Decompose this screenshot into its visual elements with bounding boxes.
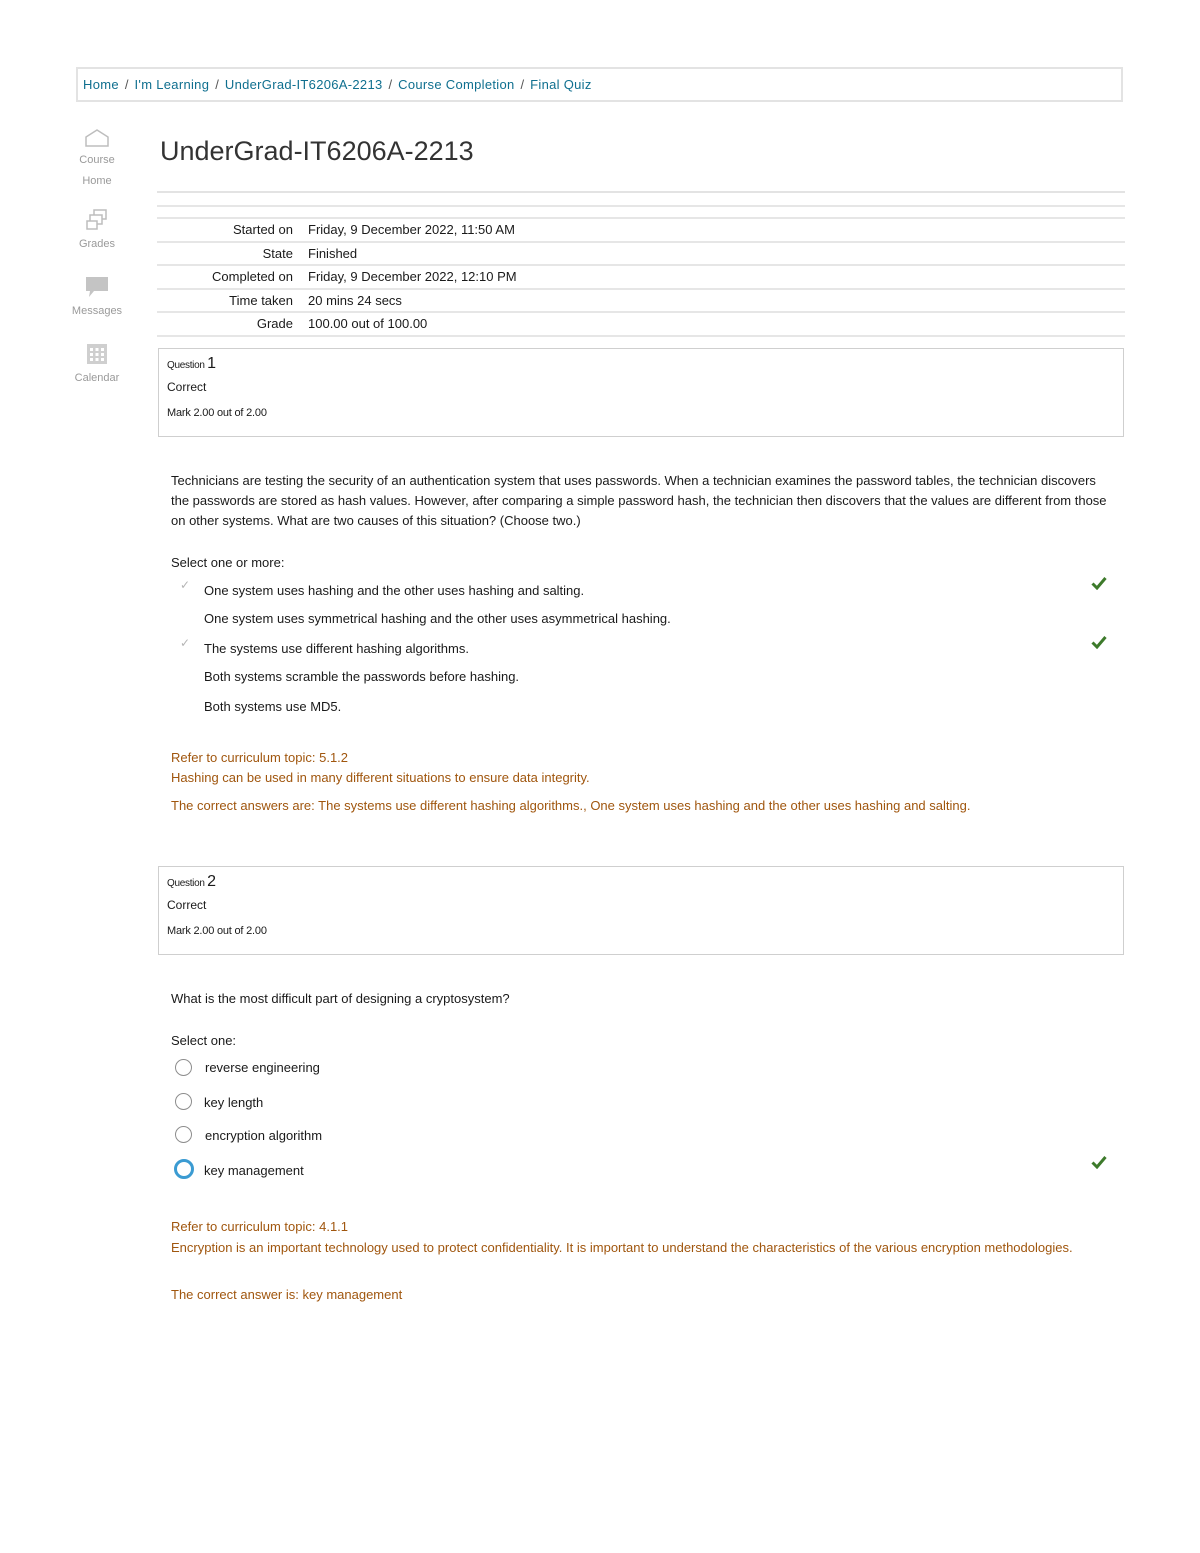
small-tick-icon: ✓ (180, 578, 191, 592)
sidebar-item-course-home[interactable] (64, 128, 130, 192)
breadcrumb-course-completion[interactable]: Course Completion (398, 77, 515, 92)
sidebar-label: Calendar (74, 372, 120, 384)
sidebar-label: Messages (71, 305, 123, 317)
question-1-info (158, 348, 1124, 437)
sidebar-item-messages[interactable] (64, 275, 130, 322)
house-icon (84, 128, 110, 148)
summary-value: 20 mins 24 secs (308, 292, 402, 308)
summary-value: Finished (308, 245, 358, 261)
table-row (157, 217, 1125, 241)
table-row (157, 288, 1125, 312)
breadcrumb-learning[interactable]: I'm Learning (134, 77, 210, 92)
attempt-summary-table (157, 205, 1125, 337)
question-label: Question (167, 360, 205, 371)
page-title: UnderGrad-IT6206A-2213 (160, 136, 474, 166)
question-mark: Mark 2.00 out of 2.00 (167, 407, 267, 419)
question-2-option[interactable]: encryption algorithm (205, 1128, 323, 1143)
question-1-option[interactable]: The systems use different hashing algorithms. (204, 641, 469, 656)
question-2-option[interactable]: key management (204, 1163, 304, 1178)
question-1-feedback-topic: Refer to curriculum topic: 5.1.2 (171, 750, 349, 765)
chat-bubble-icon (84, 275, 110, 299)
question-number (167, 873, 1115, 891)
question-2-option[interactable]: key length (204, 1095, 264, 1110)
divider (157, 191, 1125, 193)
summary-label: Grade (256, 316, 293, 332)
sidebar-label: Home (82, 175, 112, 187)
summary-label: Time taken (229, 292, 293, 308)
question-1-option[interactable]: One system uses symmetrical hashing and the other uses asymmetrical hashing. (204, 611, 671, 626)
question-2-info (158, 866, 1124, 955)
sidebar-label: Course (79, 154, 115, 166)
breadcrumb-final-quiz[interactable]: Final Quiz (530, 77, 592, 92)
breadcrumb-separator: / (215, 77, 219, 92)
sidebar-label: Grades (78, 238, 116, 250)
summary-label: Started on (233, 222, 293, 238)
table-row (157, 264, 1125, 288)
breadcrumb (76, 67, 1123, 102)
table-row (157, 205, 1125, 217)
check-icon (1091, 576, 1107, 590)
question-1-option[interactable]: One system uses hashing and the other uses hashing and salting. (204, 583, 585, 598)
question-2-text: What is the most difficult part of designing a cryptosystem? (171, 991, 510, 1006)
summary-value: 100.00 out of 100.00 (308, 316, 428, 332)
question-2-correct-answer: The correct answer is: key management (171, 1287, 403, 1302)
summary-label: State (262, 245, 293, 261)
summary-value: Friday, 9 December 2022, 11:50 AM (308, 222, 515, 238)
calendar-icon (85, 342, 109, 366)
question-status: Correct (167, 380, 207, 394)
breadcrumb-home[interactable]: Home (83, 77, 119, 92)
question-1-option[interactable]: Both systems use MD5. (204, 699, 342, 714)
radio-button[interactable] (175, 1126, 192, 1143)
radio-button[interactable] (175, 1093, 192, 1110)
table-row (157, 241, 1125, 265)
question-number-value: 1 (207, 355, 216, 372)
sidebar-item-calendar[interactable] (64, 342, 130, 389)
question-number-value: 2 (207, 873, 216, 890)
grades-icon (85, 208, 109, 232)
summary-label: Completed on (212, 269, 293, 285)
course-sidebar (64, 128, 130, 401)
question-label: Question (167, 878, 205, 889)
sidebar-item-grades[interactable] (64, 208, 130, 255)
question-1-text: Technicians are testing the security of an authentication system that uses passwords. When a technician examines the password tables, the technician discovers the passwords are stored as hash values. However, after comparing a simple password hash, the technician then discovers that the values are different from those on other systems. What are two causes of this situation? (Choose two.) (171, 473, 1107, 528)
question-mark: Mark 2.00 out of 2.00 (167, 925, 267, 937)
question-2-feedback-text: Encryption is an important technology used to protect confidentiality. It is important to understand the characteristics of the various encryption methodologies. (171, 1240, 1073, 1255)
question-2-feedback-topic: Refer to curriculum topic: 4.1.1 (171, 1219, 349, 1234)
question-number (167, 355, 1115, 373)
question-1-prompt: Select one or more: (171, 555, 285, 570)
summary-value: Friday, 9 December 2022, 12:10 PM (308, 269, 517, 285)
question-status: Correct (167, 898, 207, 912)
radio-button-selected[interactable] (174, 1159, 194, 1179)
check-icon (1091, 635, 1107, 649)
question-1-feedback-text: Hashing can be used in many different situations to ensure data integrity. (171, 770, 590, 785)
question-1-correct-answer: The correct answers are: The systems use different hashing algorithms., One system uses hashing and the other uses hashing and salting. (171, 798, 971, 813)
small-tick-icon: ✓ (180, 636, 191, 650)
table-row (157, 311, 1125, 337)
question-2-option[interactable]: reverse engineering (205, 1060, 320, 1075)
question-1-option[interactable]: Both systems scramble the passwords before hashing. (204, 669, 520, 684)
breadcrumb-separator: / (388, 77, 393, 92)
breadcrumb-separator: / (520, 77, 525, 92)
radio-button[interactable] (175, 1059, 192, 1076)
question-2-prompt: Select one: (171, 1033, 237, 1048)
check-icon (1091, 1155, 1107, 1169)
breadcrumb-separator: / (124, 77, 129, 92)
breadcrumb-course[interactable]: UnderGrad-IT6206A-2213 (224, 77, 383, 92)
